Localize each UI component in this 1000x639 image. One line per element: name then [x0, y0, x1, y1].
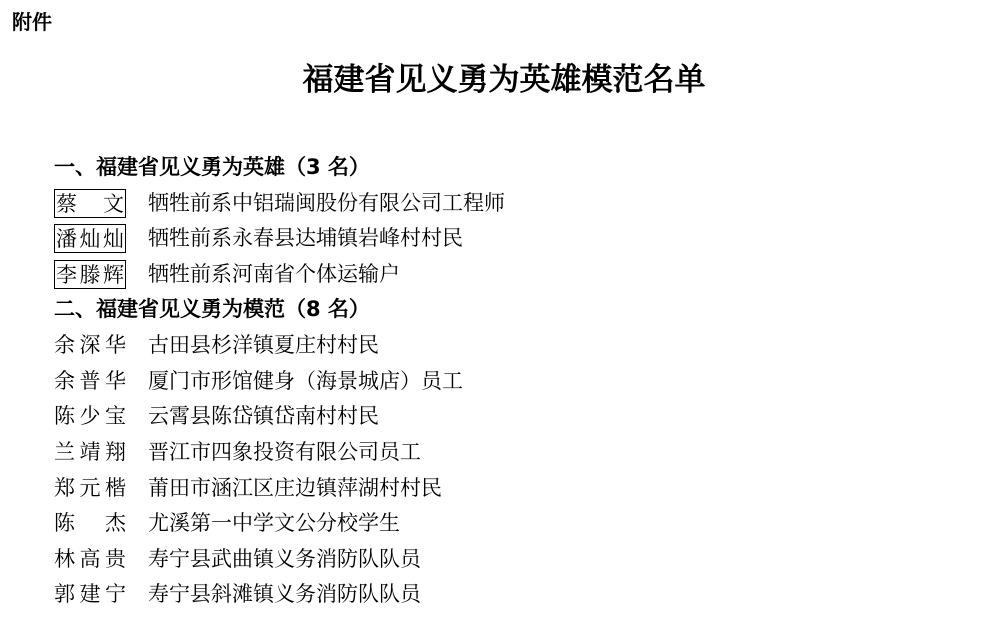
attachment-label: 附件 [12, 10, 52, 34]
person-name-char: 靖 [79, 440, 101, 465]
person-name-char: 余 [54, 368, 75, 393]
person-name-char: 翔 [105, 440, 126, 465]
person-name-char: 余 [54, 333, 75, 358]
section-heading: 二、福建省见义勇为模范（8 名） [54, 297, 370, 322]
person-name-char: 蔡 [56, 191, 77, 216]
person-name [54, 224, 126, 253]
person-name-char: 元 [79, 475, 101, 500]
person-description: 古田县杉洋镇夏庄村村民 [148, 333, 379, 358]
person-description: 云霄县陈岱镇岱南村村民 [148, 404, 379, 429]
person-name-char: 贵 [105, 546, 126, 571]
person-name-char: 林 [54, 546, 75, 571]
name-list [54, 150, 974, 613]
person-description: 牺牲前系永春县达埔镇岩峰村村民 [148, 226, 463, 251]
person-description: 寿宁县武曲镇义务消防队队员 [148, 546, 421, 571]
person-description: 晋江市四象投资有限公司员工 [148, 440, 421, 465]
person-name [54, 260, 126, 289]
person-name-char: 文 [103, 191, 124, 216]
person-name-char: 滕 [79, 263, 101, 288]
person-name-char: 楷 [105, 475, 126, 500]
list-item [54, 257, 974, 293]
list-item [54, 221, 974, 257]
person-name-char: 少 [79, 404, 101, 429]
person-name-char: 辉 [103, 263, 124, 288]
list-item [54, 542, 974, 578]
person-name [54, 438, 126, 467]
person-name-char: 建 [79, 582, 101, 607]
list-item [54, 577, 974, 613]
person-name-char: 杰 [105, 511, 126, 536]
list-item [54, 364, 974, 400]
person-description: 莆田市涵江区庄边镇萍湖村村民 [148, 475, 442, 500]
person-description: 牺牲前系中铝瑞闽股份有限公司工程师 [148, 190, 505, 215]
person-name-char: 深 [79, 333, 101, 358]
person-name-char: 郑 [54, 475, 75, 500]
person-name [54, 331, 126, 360]
person-name-char: 陈 [54, 404, 75, 429]
person-name-char: 潘 [56, 227, 77, 252]
person-name-char: 华 [105, 368, 126, 393]
person-name-char: 宁 [105, 582, 126, 607]
list-item [54, 328, 974, 364]
person-description: 尤溪第一中学文公分校学生 [148, 511, 400, 536]
document-title: 福建省见义勇为英雄模范名单 [302, 62, 706, 98]
person-name-char: 兰 [54, 440, 75, 465]
person-name-char: 宝 [105, 404, 126, 429]
person-name-char: 高 [79, 546, 101, 571]
person-name-char: 郭 [54, 582, 75, 607]
person-description: 牺牲前系河南省个体运输户 [148, 262, 400, 287]
person-description: 厦门市形馆健身（海景城店）员工 [148, 368, 463, 393]
person-name-char: 普 [79, 368, 101, 393]
person-name [54, 545, 126, 574]
person-name [54, 367, 126, 396]
section-heading: 一、福建省见义勇为英雄（3 名） [54, 155, 370, 179]
list-item [54, 186, 974, 222]
person-description: 寿宁县斜滩镇义务消防队队员 [148, 582, 421, 607]
person-name [54, 402, 126, 431]
person-name [54, 580, 126, 609]
person-name-char: 灿 [103, 227, 124, 252]
person-name-char: 灿 [79, 227, 101, 252]
person-name-char: 李 [56, 263, 77, 288]
person-name [54, 189, 126, 218]
list-item [54, 470, 974, 506]
person-name-char: 陈 [54, 511, 75, 536]
list-item [54, 506, 974, 542]
list-item [54, 435, 974, 471]
person-name [54, 474, 126, 503]
person-name [54, 509, 126, 538]
person-name-char: 华 [105, 333, 126, 358]
list-item [54, 399, 974, 435]
